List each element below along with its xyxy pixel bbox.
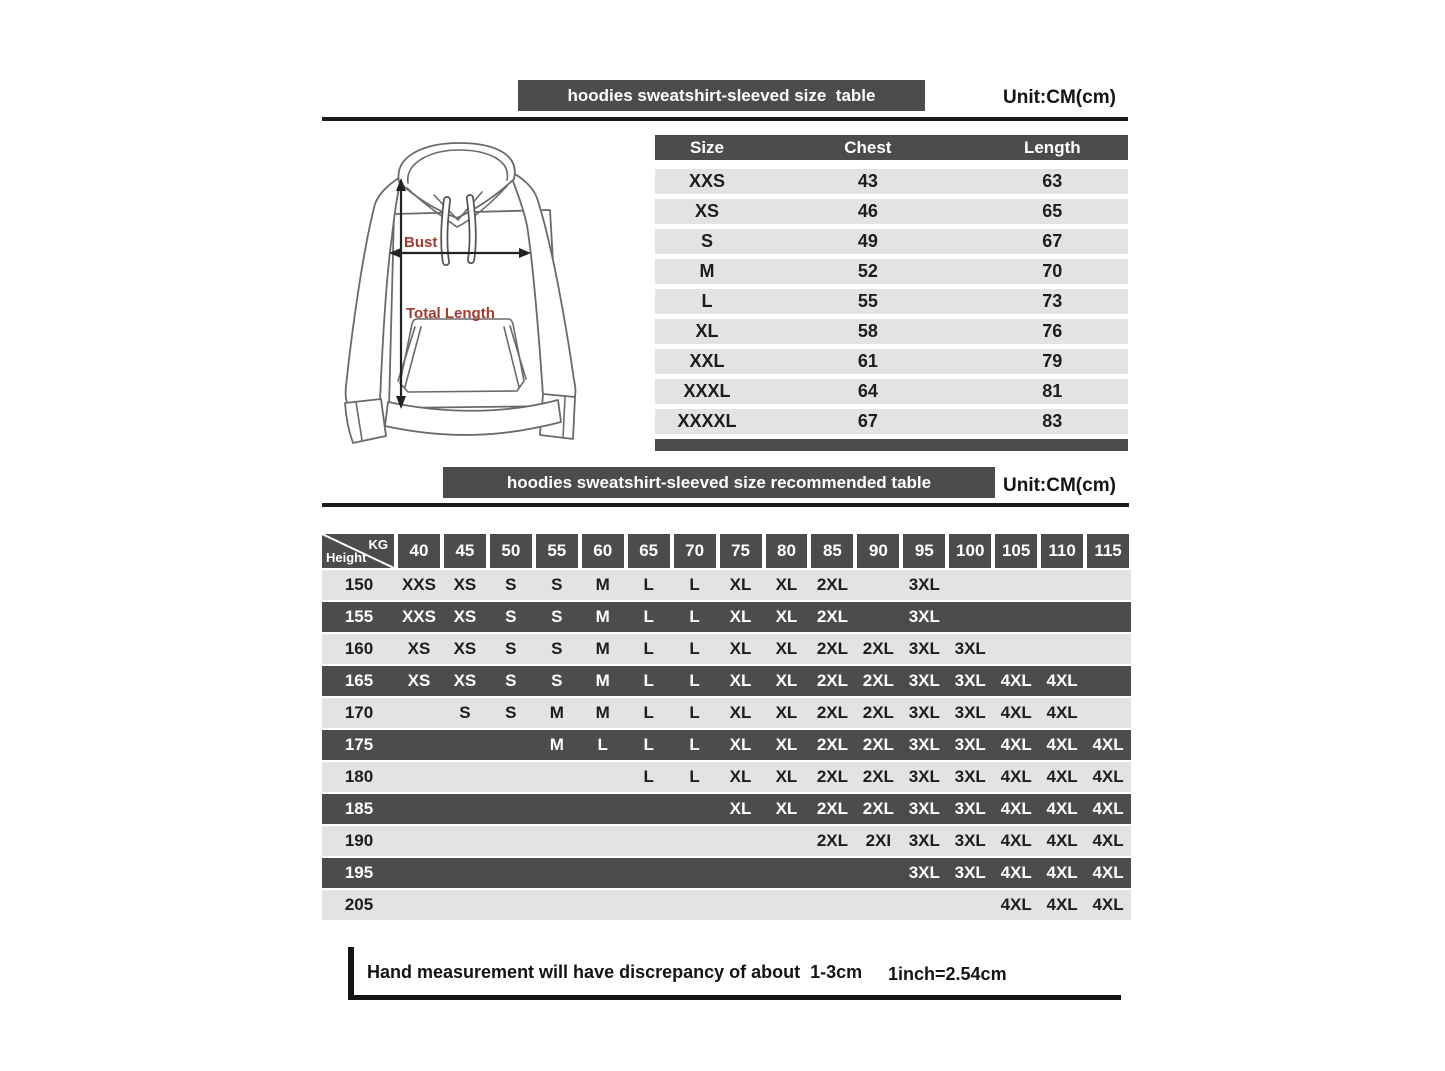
- unit-label-1: Unit:CM(cm): [1003, 87, 1116, 108]
- size-table-title: hoodies sweatshirt-sleeved size table: [567, 85, 876, 105]
- size-recommendation-cell: 3XL: [908, 575, 940, 594]
- size-recommendation-cell: 4XL: [1000, 895, 1032, 914]
- size-recommendation-cell: 2XL: [816, 767, 848, 786]
- size-recommendation-cell: XL: [729, 639, 752, 658]
- size-recommendation-cell: 3XL: [908, 639, 940, 658]
- size-table-body: [655, 169, 1128, 434]
- matrix-row: [322, 858, 1131, 888]
- size-table-bottom-bar: [655, 439, 1128, 451]
- height-value: 170: [344, 703, 374, 722]
- length-value: 76: [1042, 321, 1063, 341]
- size-recommendation-cell: L: [643, 735, 654, 754]
- size-recommendation-cell: 2XL: [816, 639, 848, 658]
- size-recommendation-cell: 3XL: [908, 671, 940, 690]
- size-recommendation-cell: M: [549, 703, 564, 722]
- height-value: 185: [344, 799, 374, 818]
- size-recommendation-cell: 2XL: [862, 639, 894, 658]
- size-table-title-bar: [518, 80, 925, 111]
- size-recommendation-cell: 2XL: [862, 735, 894, 754]
- size-recommendation-cell: S: [551, 639, 563, 658]
- size-value: M: [699, 261, 715, 281]
- size-measurement-table: [655, 135, 1128, 451]
- kg-column-header: 65: [628, 534, 670, 568]
- kg-column-header: 40: [398, 534, 440, 568]
- height-value: 195: [344, 863, 374, 882]
- size-recommendation-cell: 3XL: [954, 639, 986, 658]
- size-recommendation-cell: 2XL: [816, 703, 848, 722]
- size-recommendation-cell: 2XL: [862, 703, 894, 722]
- size-recommendation-matrix: [322, 534, 1131, 922]
- size-recommendation-cell: XS: [453, 607, 477, 626]
- height-value: 205: [344, 895, 374, 914]
- size-recommendation-cell: XL: [775, 703, 798, 722]
- size-recommendation-cell: 2XL: [862, 799, 894, 818]
- length-value: 79: [1042, 351, 1063, 371]
- size-recommendation-cell: 2XL: [816, 799, 848, 818]
- size-table-row: [655, 259, 1128, 284]
- height-value: 175: [344, 735, 374, 754]
- total-length-label: Total Length: [406, 305, 495, 322]
- size-recommendation-cell: XL: [729, 607, 752, 626]
- size-recommendation-cell: 4XL: [1092, 799, 1124, 818]
- height-value: 160: [344, 639, 374, 658]
- size-recommendation-cell: 4XL: [1046, 735, 1078, 754]
- kg-column-header: 105: [995, 534, 1037, 568]
- size-recommendation-cell: 3XL: [954, 671, 986, 690]
- size-recommendation-cell: L: [643, 671, 654, 690]
- chest-value: 55: [857, 291, 878, 311]
- size-recommendation-cell: 4XL: [1092, 895, 1124, 914]
- size-recommendation-cell: L: [689, 671, 700, 690]
- matrix-row: [322, 666, 1131, 696]
- hoodie-left-cuff: [345, 399, 386, 443]
- size-recommendation-cell: S: [505, 639, 517, 658]
- size-recommendation-cell: L: [689, 639, 700, 658]
- size-recommendation-cell: XS: [407, 671, 431, 690]
- size-recommendation-cell: XXS: [401, 607, 436, 626]
- matrix-row: [322, 730, 1131, 760]
- size-table-header-row: [655, 135, 1128, 160]
- size-recommendation-cell: 4XL: [1000, 863, 1032, 882]
- size-recommendation-cell: 3XL: [954, 703, 986, 722]
- size-table-row: [655, 169, 1128, 194]
- size-recommendation-cell: L: [643, 703, 654, 722]
- size-recommendation-cell: XL: [775, 735, 798, 754]
- size-table-row: [655, 289, 1128, 314]
- hoodie-measurement-diagram: [330, 138, 620, 458]
- size-recommendation-cell: 4XL: [1092, 767, 1124, 786]
- size-recommendation-cell: L: [689, 767, 700, 786]
- size-recommendation-cell: S: [551, 607, 563, 626]
- size-recommendation-cell: 2XL: [816, 735, 848, 754]
- matrix-row: [322, 794, 1131, 824]
- size-recommendation-cell: 4XL: [1000, 703, 1032, 722]
- length-value: 81: [1042, 381, 1063, 401]
- size-table-row: [655, 199, 1128, 224]
- size-recommendation-cell: 3XL: [954, 767, 986, 786]
- kg-column-header: 70: [674, 534, 716, 568]
- matrix-row: [322, 762, 1131, 792]
- size-recommendation-cell: XS: [453, 639, 477, 658]
- size-recommendation-cell: 2XL: [862, 767, 894, 786]
- footer-left-bar: [348, 947, 354, 1000]
- size-value: XL: [695, 321, 719, 341]
- kg-column-header: 95: [903, 534, 945, 568]
- size-column-header: Size: [690, 137, 725, 157]
- size-recommendation-cell: 2XI: [865, 831, 892, 850]
- size-recommendation-cell: 2XL: [816, 607, 848, 626]
- size-recommendation-cell: L: [643, 639, 654, 658]
- size-recommendation-cell: 2XL: [816, 671, 848, 690]
- divider-line-1: [322, 117, 1128, 121]
- height-value: 155: [344, 607, 374, 626]
- size-value: L: [701, 291, 713, 311]
- size-recommendation-cell: M: [595, 575, 610, 594]
- size-recommendation-cell: XS: [407, 639, 431, 658]
- size-recommendation-cell: M: [595, 703, 610, 722]
- matrix-header-row: [322, 534, 1131, 568]
- size-table-row: [655, 319, 1128, 344]
- size-recommendation-cell: 4XL: [1000, 767, 1032, 786]
- size-recommendation-cell: XL: [775, 575, 798, 594]
- size-recommendation-cell: 3XL: [954, 799, 986, 818]
- matrix-row: [322, 698, 1131, 728]
- size-recommendation-cell: S: [505, 671, 517, 690]
- size-recommendation-cell: 4XL: [1092, 863, 1124, 882]
- size-recommendation-cell: 4XL: [1000, 799, 1032, 818]
- size-recommendation-cell: S: [551, 671, 563, 690]
- chest-value: 67: [857, 411, 878, 431]
- size-table-row: [655, 349, 1128, 374]
- size-recommendation-cell: XL: [729, 735, 752, 754]
- size-recommendation-cell: XL: [729, 799, 752, 818]
- height-value: 165: [344, 671, 374, 690]
- size-recommendation-cell: XL: [775, 671, 798, 690]
- size-recommendation-cell: 3XL: [954, 863, 986, 882]
- size-recommendation-cell: 3XL: [908, 831, 940, 850]
- size-recommendation-cell: 3XL: [908, 735, 940, 754]
- matrix-row: [322, 602, 1131, 632]
- kg-column-header: 110: [1041, 534, 1083, 568]
- size-recommendation-cell: 4XL: [1046, 703, 1078, 722]
- size-value: XXL: [689, 351, 725, 371]
- matrix-row: [322, 634, 1131, 664]
- footer-underline: [348, 995, 1121, 1000]
- size-recommendation-cell: 2XL: [816, 831, 848, 850]
- height-value: 180: [344, 767, 374, 786]
- size-recommendation-cell: 4XL: [1046, 831, 1078, 850]
- size-recommendation-cell: 4XL: [1046, 863, 1078, 882]
- recommended-table-title-bar: [443, 467, 995, 498]
- kg-column-header: 45: [444, 534, 486, 568]
- size-recommendation-cell: XL: [775, 639, 798, 658]
- kg-column-header: 85: [811, 534, 853, 568]
- size-recommendation-cell: M: [595, 607, 610, 626]
- size-recommendation-cell: S: [551, 575, 563, 594]
- size-recommendation-cell: XL: [729, 767, 752, 786]
- kg-column-header: 115: [1087, 534, 1129, 568]
- hoodie-hood: [398, 143, 514, 218]
- size-value: XXS: [689, 171, 726, 191]
- size-recommendation-cell: L: [643, 575, 654, 594]
- length-value: 67: [1042, 231, 1063, 251]
- kg-column-header: 75: [720, 534, 762, 568]
- kg-column-header: 90: [857, 534, 899, 568]
- size-recommendation-cell: L: [689, 575, 700, 594]
- matrix-row: [322, 890, 1131, 920]
- size-recommendation-cell: 4XL: [1000, 831, 1032, 850]
- size-value: XXXL: [683, 381, 731, 401]
- size-value: S: [701, 231, 714, 251]
- matrix-body: [322, 570, 1131, 920]
- size-recommendation-cell: XL: [775, 767, 798, 786]
- bust-label: Bust: [404, 234, 438, 251]
- size-table-row: [655, 229, 1128, 254]
- size-recommendation-cell: XL: [729, 575, 752, 594]
- size-recommendation-cell: L: [689, 703, 700, 722]
- chest-value: 43: [857, 171, 878, 191]
- kg-corner-label: KG: [368, 537, 388, 552]
- matrix-row: [322, 826, 1131, 856]
- length-column-header: Length: [1023, 137, 1081, 157]
- size-recommendation-cell: 3XL: [908, 767, 940, 786]
- chest-value: 58: [857, 321, 878, 341]
- size-recommendation-cell: 3XL: [908, 799, 940, 818]
- height-corner-label: Height: [326, 550, 367, 565]
- size-recommendation-cell: XL: [775, 799, 798, 818]
- size-table-row: [655, 379, 1128, 404]
- height-value: 190: [344, 831, 374, 850]
- inch-conversion-note: 1inch=2.54cm: [888, 964, 1007, 984]
- size-recommendation-cell: S: [459, 703, 471, 722]
- size-recommendation-cell: 3XL: [908, 703, 940, 722]
- size-recommendation-cell: XL: [729, 703, 752, 722]
- size-recommendation-cell: M: [595, 639, 610, 658]
- divider-line-2: [322, 503, 1129, 507]
- size-recommendation-cell: 3XL: [954, 831, 986, 850]
- chest-value: 61: [857, 351, 878, 371]
- size-recommendation-cell: 3XL: [954, 735, 986, 754]
- chest-value: 46: [857, 201, 878, 221]
- size-recommendation-cell: L: [597, 735, 608, 754]
- size-recommendation-cell: XS: [453, 671, 477, 690]
- size-recommendation-cell: 3XL: [908, 863, 940, 882]
- kg-height-corner-cell: [322, 534, 394, 568]
- length-value: 70: [1042, 261, 1063, 281]
- height-value: 150: [344, 575, 374, 594]
- size-value: XXXXL: [677, 411, 737, 431]
- size-recommendation-cell: 4XL: [1092, 735, 1124, 754]
- size-recommendation-cell: 4XL: [1046, 799, 1078, 818]
- size-recommendation-cell: 4XL: [1092, 831, 1124, 850]
- size-table-row: [655, 409, 1128, 434]
- length-value: 65: [1042, 201, 1063, 221]
- size-recommendation-cell: XXS: [401, 575, 436, 594]
- size-recommendation-cell: S: [505, 607, 517, 626]
- recommended-table-title: hoodies sweatshirt-sleeved size recommended table: [506, 472, 932, 492]
- size-recommendation-cell: S: [505, 575, 517, 594]
- size-recommendation-cell: L: [643, 607, 654, 626]
- size-recommendation-cell: L: [689, 607, 700, 626]
- length-value: 73: [1042, 291, 1063, 311]
- size-recommendation-cell: XL: [729, 671, 752, 690]
- kg-column-header: 80: [766, 534, 808, 568]
- size-recommendation-cell: 4XL: [1000, 735, 1032, 754]
- size-recommendation-cell: L: [643, 767, 654, 786]
- matrix-row: [322, 570, 1131, 600]
- size-recommendation-cell: 2XL: [816, 575, 848, 594]
- measurement-discrepancy-note: Hand measurement will have discrepancy of about 1-3cm: [367, 962, 863, 982]
- size-recommendation-cell: 4XL: [1046, 767, 1078, 786]
- chest-value: 64: [857, 381, 878, 401]
- chest-value: 52: [857, 261, 878, 281]
- size-recommendation-cell: M: [549, 735, 564, 754]
- length-value: 83: [1042, 411, 1063, 431]
- unit-label-2: Unit:CM(cm): [1003, 475, 1116, 496]
- size-recommendation-cell: XL: [775, 607, 798, 626]
- size-recommendation-cell: M: [595, 671, 610, 690]
- size-recommendation-cell: 3XL: [908, 607, 940, 626]
- size-recommendation-cell: 4XL: [1046, 895, 1078, 914]
- length-value: 63: [1042, 171, 1063, 191]
- size-recommendation-cell: S: [505, 703, 517, 722]
- size-recommendation-cell: 2XL: [862, 671, 894, 690]
- kg-column-header: 50: [490, 534, 532, 568]
- chest-column-header: Chest: [844, 137, 892, 157]
- size-recommendation-cell: 4XL: [1000, 671, 1032, 690]
- size-recommendation-cell: 4XL: [1046, 671, 1078, 690]
- size-recommendation-cell: XS: [453, 575, 477, 594]
- size-value: XS: [695, 201, 720, 221]
- chest-value: 49: [857, 231, 878, 251]
- kg-column-header: 100: [949, 534, 991, 568]
- size-recommendation-cell: L: [689, 735, 700, 754]
- kg-column-header: 60: [582, 534, 624, 568]
- kg-column-header: 55: [536, 534, 578, 568]
